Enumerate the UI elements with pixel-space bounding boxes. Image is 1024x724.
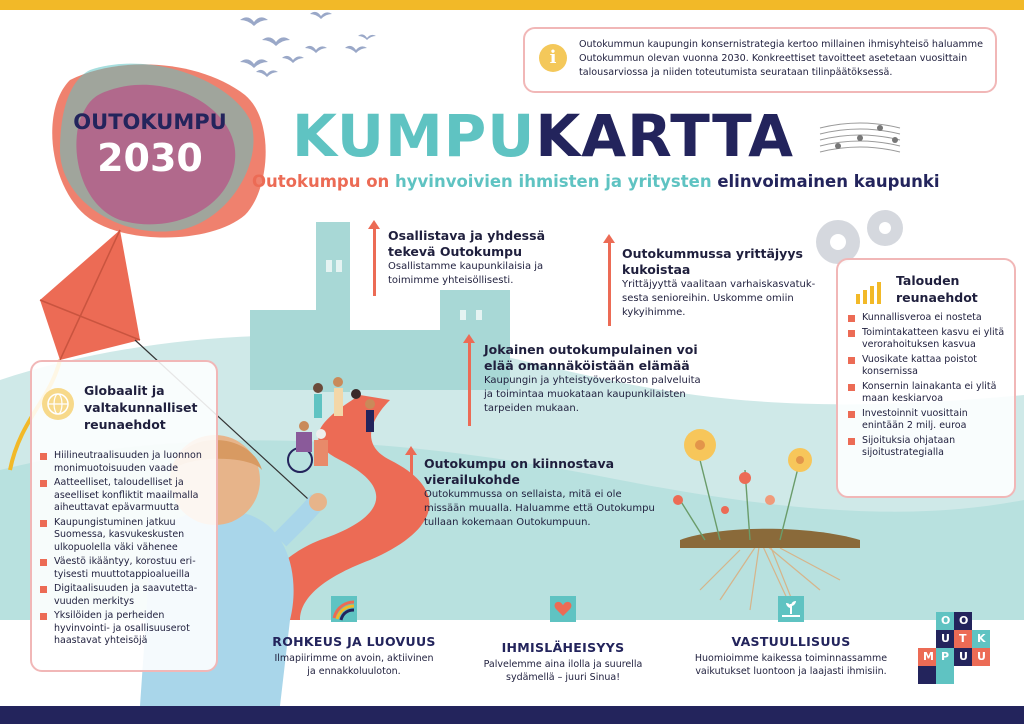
strategy-info-text: Outokummun kaupungin konsernistrategia kertoo millainen ihmisyhteisö haluamme Outokummun olevan vuonna 2030. Konkreettiset tavoitteet asetetaan vuosittain talousarviossa ja niiden toteutumista seurataan tilinpäätöksessä.: [579, 39, 984, 78]
brand-letter: U: [959, 650, 968, 663]
value-text: Palvelemme aina ilolla ja suurella sydämellä – juuri Sinua!: [483, 659, 643, 683]
brand-letter: O: [941, 614, 951, 627]
outokumpu-brand-mark: [912, 612, 992, 690]
rainbow-icon: [331, 596, 357, 622]
goal-text: Kaupungin ja yhteistyöverkoston palveluita ja toimintaa muokataan kaupunkilaisten tarpeiden mukaan.: [484, 375, 701, 414]
subtitle-part-3: elinvoimainen kaupunki: [717, 172, 940, 191]
brand-letter: K: [977, 632, 986, 645]
subtitle-part-2: hyvinvoivien ihmisten ja yritysten: [395, 172, 718, 191]
subtitle-part-1: Outokumpu on: [252, 172, 396, 191]
list-item: Sijoituksia ohjataan sijoitustrategialla: [848, 435, 1008, 460]
list-item: Hiilineutraalisuuden ja luonnon monimuotoisuuden vaade: [40, 450, 210, 475]
bar-chart-icon: [854, 278, 884, 306]
finance-conditions-box: [836, 258, 1016, 498]
finance-conditions-heading: Talouden reunaehdot: [896, 273, 978, 305]
goal-entrepreneurship: [622, 246, 822, 320]
list-item: Konsernin lainakanta ei ylitä maan keskiarvoa: [848, 381, 1008, 406]
goal-arrow-4: [410, 452, 413, 526]
brand-letter: U: [977, 650, 986, 663]
list-item: Väestö ikääntyy, korostuu eri-tyisesti muuttotappioalueilla: [40, 556, 210, 581]
goal-heading: Osallistava ja yhdessä tekevä Outokumpu: [388, 228, 546, 259]
strategy-info-box: [523, 27, 997, 93]
brand-letter: M: [923, 650, 934, 663]
list-item: Investoinnit vuosittain enintään 2 milj. euroa: [848, 408, 1008, 433]
info-icon: i: [539, 44, 567, 72]
list-item: Yksilöiden ja perheiden hyvinvointi- ja osallisuuserot haastavat yhteisöjä: [40, 610, 210, 648]
goal-arrow-2: [608, 240, 611, 326]
logo-year: 2030: [97, 136, 203, 180]
brand-letter: T: [959, 632, 967, 645]
plant-hand-icon: [778, 596, 804, 622]
title-part-2: KARTTA: [535, 102, 795, 170]
goal-text: Outokummussa on sellaista, mitä ei ole missään muualla. Haluamme että Outokumpu tullaan kokemaan Outokumpuun.: [424, 489, 655, 528]
goal-heading: Jokainen outokumpulainen voi elää omannäköistään elämää: [484, 342, 698, 373]
value-responsibility: [682, 634, 900, 678]
value-text: Huomioimme kaikessa toiminnassamme vaikutukset luontoon ja laajasti ihmisiin.: [694, 653, 888, 677]
global-conditions-box: [30, 360, 218, 672]
goal-destination: [424, 456, 664, 530]
title-part-1: KUMPU: [292, 102, 536, 170]
value-heading: VASTUULLISUUS: [731, 634, 851, 649]
globe-icon: [42, 388, 74, 420]
goal-arrow-3: [468, 340, 471, 426]
goal-own-life: [484, 342, 704, 416]
value-closeness: [482, 640, 644, 684]
finance-conditions-list: [848, 312, 1008, 462]
goal-text: Osallistamme kaupunkilaisia ja toimimme yhteisöllisesti.: [388, 261, 544, 286]
gears-illustration: [816, 210, 903, 264]
brand-letter: P: [941, 650, 950, 663]
goal-heading: Outokummussa yrittäjyys kukoistaa: [622, 246, 803, 277]
value-heading: ROHKEUS JA LUOVUUS: [272, 634, 436, 649]
list-item: Vuosikate kattaa poistot konsernissa: [848, 354, 1008, 379]
global-conditions-list: [40, 450, 210, 650]
list-item: Aatteelliset, taloudelliset ja aseelliset konfliktit maailmalla aiheuttavat epävarmuutta: [40, 477, 210, 515]
logo-title: OUTOKUMPU: [73, 110, 227, 134]
global-conditions-heading: Globaalit ja valtakunnalliset reunaehdot: [84, 383, 198, 432]
heart-icon: [550, 596, 576, 622]
bottom-accent-bar: [0, 706, 1024, 724]
value-text: Ilmapiirimme on avoin, aktiivinen ja ennakkoluuloton.: [274, 653, 434, 677]
brand-letter: U: [941, 632, 950, 645]
list-item: Toimintakatteen kasvu ei ylitä verorahoituksen kasvua: [848, 327, 1008, 352]
page-title: [292, 104, 794, 168]
brand-letter: O: [959, 614, 969, 627]
goal-heading: Outokumpu on kiinnostava vierailukohde: [424, 456, 615, 487]
value-heading: IHMISLÄHEISYYS: [501, 640, 625, 655]
list-item: Kunnallisveroa ei nosteta: [848, 312, 1008, 325]
list-item: Kaupungistuminen jatkuu Suomessa, kasvukeskusten ulkopuolella väki vähenee: [40, 517, 210, 555]
list-item: Digitaalisuuden ja saavutetta-vuuden merkitys: [40, 583, 210, 608]
value-courage: [270, 634, 438, 678]
goal-text: Yrittäjyyttä vaalitaan varhaiskasvatuk-sesta senioreihin. Uskomme omiin kykyihimme.: [622, 279, 816, 318]
goal-arrow-1: [373, 226, 376, 296]
birds-illustration: [240, 12, 376, 77]
goal-participation: [388, 228, 578, 288]
page-subtitle: [252, 172, 940, 191]
